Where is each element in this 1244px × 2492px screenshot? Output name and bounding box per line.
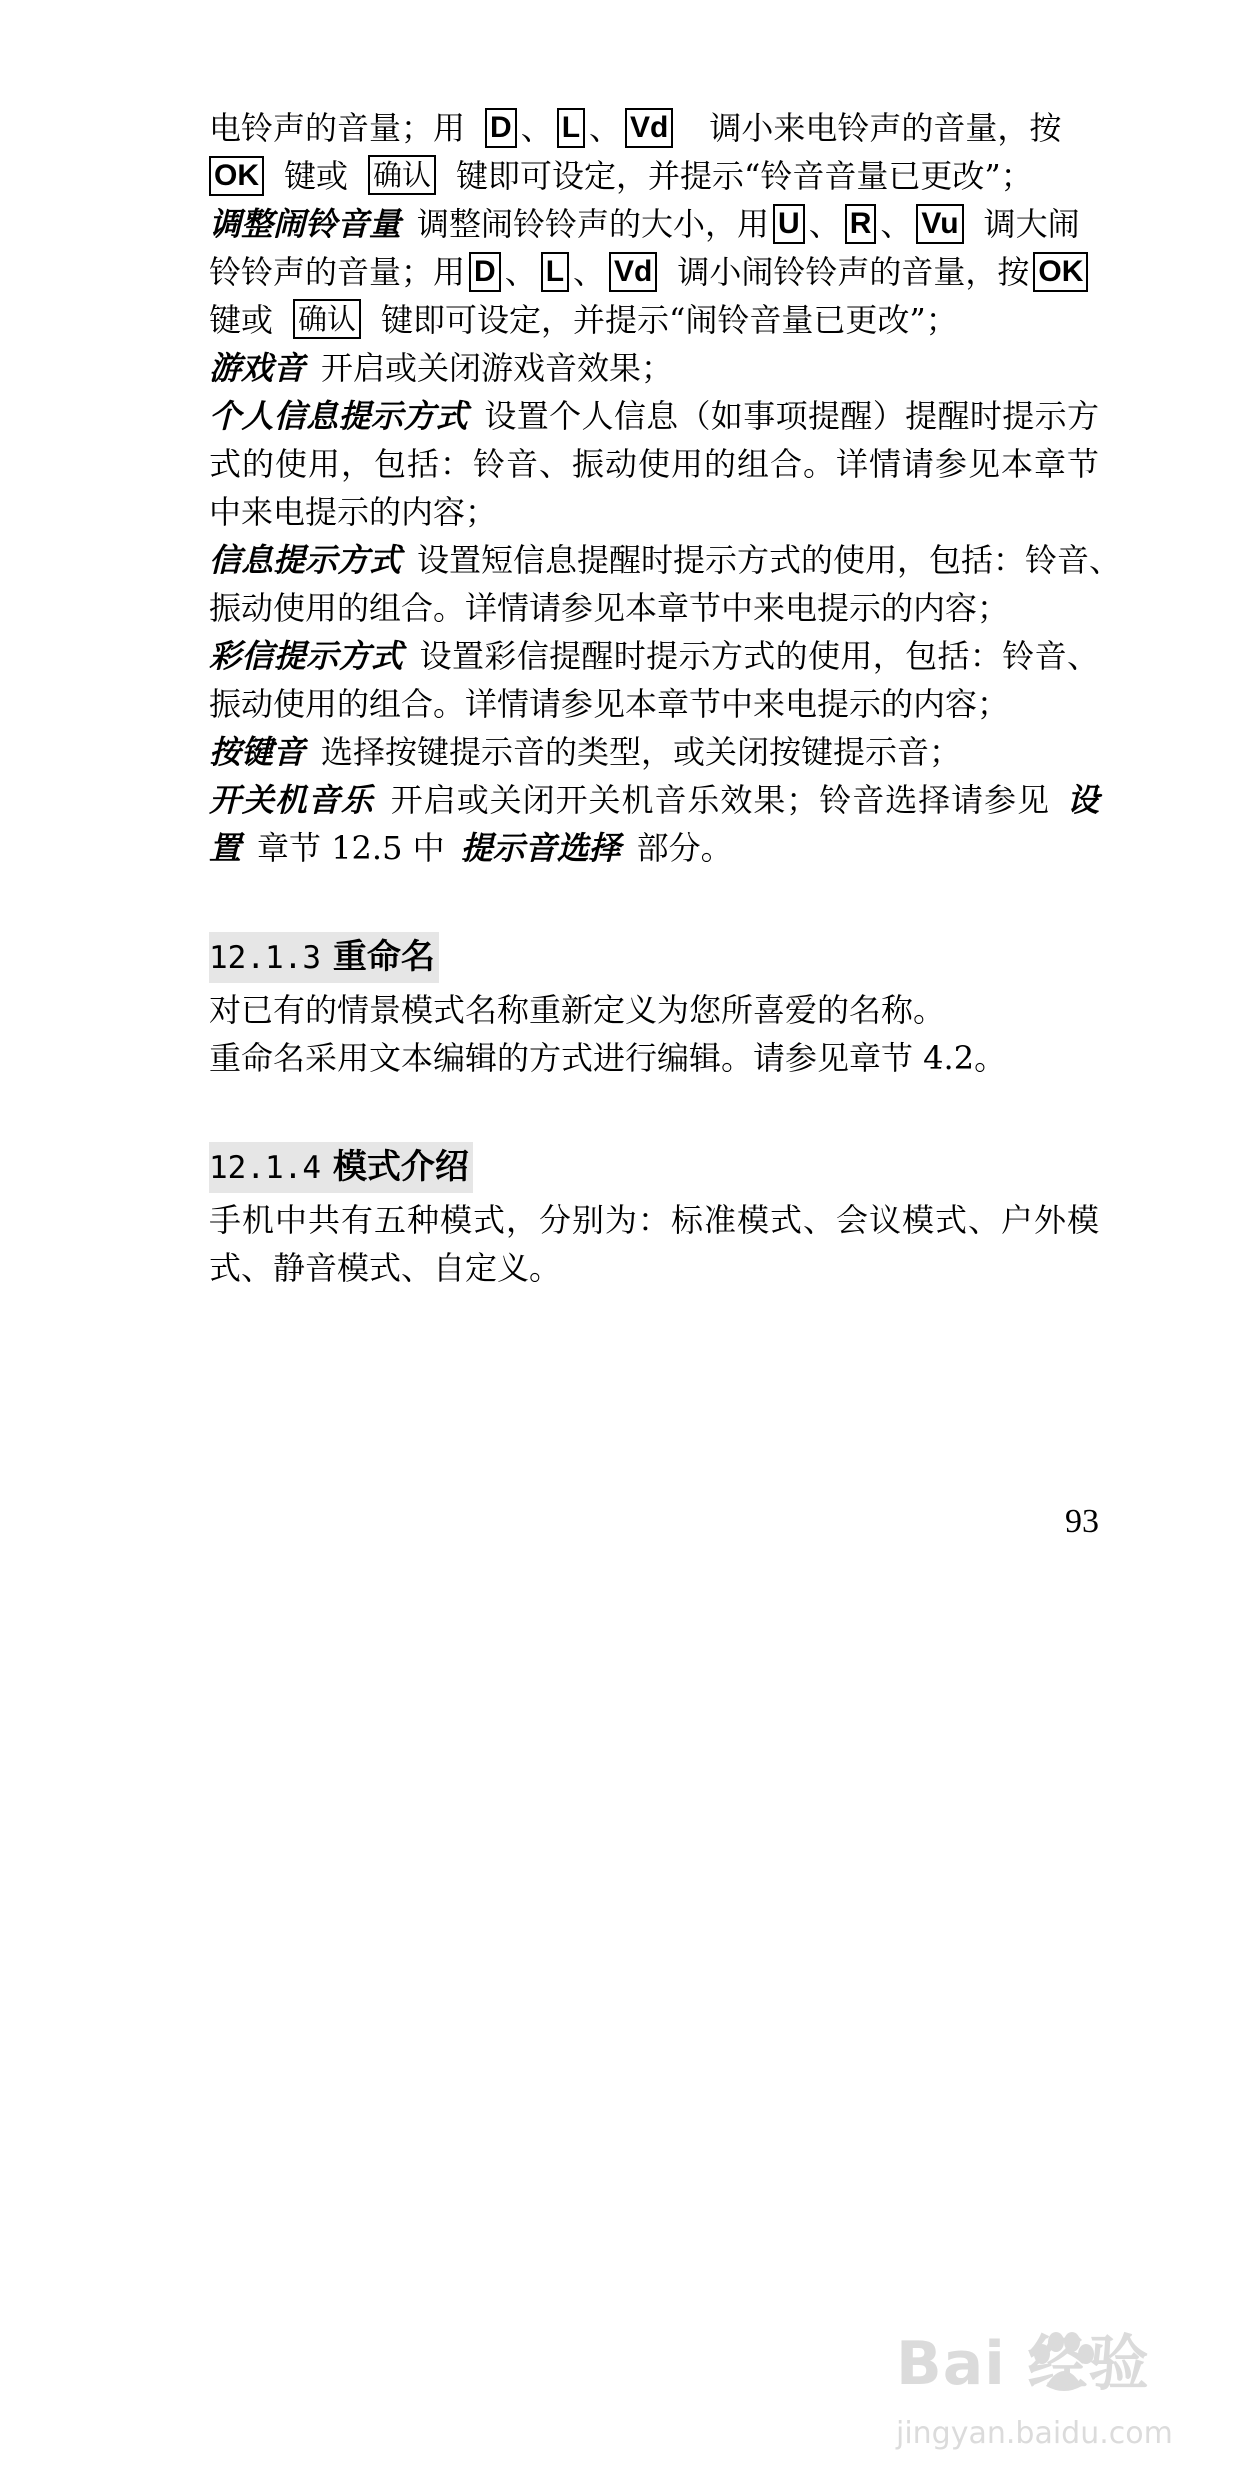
term-message-alert: 信息提示方式 xyxy=(209,541,402,579)
body-line-4 xyxy=(209,248,1099,296)
section-heading-rename-block xyxy=(209,932,1099,986)
document-page xyxy=(209,104,1122,1292)
body-line-2 xyxy=(209,152,1099,200)
rename-paragraph-1 xyxy=(209,986,1099,1034)
text-segment: 调大闹 xyxy=(983,205,1080,243)
section-number: 12.1.4 xyxy=(209,1150,321,1186)
key-d: D xyxy=(485,108,517,148)
body-line-11 xyxy=(209,584,1099,632)
watermark-brand: Bai 经验 xyxy=(896,2329,1150,2399)
text-segment: 振动使用的组合。详情请参见本章节中来电提示的内容； xyxy=(209,685,1010,723)
key-ok: OK xyxy=(1033,252,1088,292)
text-segment: 中来电提示的内容； xyxy=(209,493,498,531)
body-line-9 xyxy=(209,488,1099,536)
body-line-16 xyxy=(209,824,1099,872)
key-ok: OK xyxy=(209,156,264,196)
text-segment: 键即可设定，并提示“铃音音量已更改”； xyxy=(456,157,1033,195)
watermark-url: jingyan.baidu.com xyxy=(896,2416,1173,2451)
text-segment: 振动使用的组合。详情请参见本章节中来电提示的内容； xyxy=(209,589,1010,627)
body-line-14 xyxy=(209,728,1099,776)
text-segment: 电铃声的音量；用 xyxy=(209,109,466,147)
text-segment: 键或 xyxy=(209,301,274,339)
text-segment: 式的使用，包括：铃音、振动使用的组合。详情请参见本章节 xyxy=(209,445,1099,483)
term-mms-alert: 彩信提示方式 xyxy=(209,637,404,675)
key-confirm: 确认 xyxy=(293,299,361,339)
text-segment: 设置短信息提醒时提示方式的使用，包括：铃音、 xyxy=(417,541,1122,579)
text-segment: 、 xyxy=(573,253,606,291)
baidu-jingyan-watermark xyxy=(896,2324,1216,2464)
text-segment: 、 xyxy=(589,109,622,147)
section-heading-rename xyxy=(209,932,439,983)
key-vu: Vu xyxy=(916,204,963,244)
text-segment: 章节 12.5 中 xyxy=(257,829,445,867)
modes-paragraph-1 xyxy=(209,1196,1099,1244)
key-l: L xyxy=(541,252,569,292)
text-segment: 式、静音模式、自定义。 xyxy=(209,1249,562,1287)
body-line-15 xyxy=(209,776,1099,824)
text-segment: 、 xyxy=(880,205,913,243)
text-segment: 、 xyxy=(520,109,553,147)
text-segment: 键或 xyxy=(284,157,349,195)
section-title: 模式介绍 xyxy=(332,1147,469,1187)
text-segment: 开启或关闭游戏音效果； xyxy=(321,349,674,387)
body-line-5 xyxy=(209,296,1099,344)
body-line-3 xyxy=(209,200,1099,248)
text-segment: 调小来电铃声的音量，按 xyxy=(709,109,1062,147)
text-segment: 铃铃声的音量；用 xyxy=(209,253,466,291)
body-line-10 xyxy=(209,536,1122,584)
text-segment: 部分。 xyxy=(636,829,733,867)
section-heading-modes xyxy=(209,1142,473,1193)
term-alarm-volume: 调整闹铃音量 xyxy=(209,205,402,243)
key-d: D xyxy=(469,252,501,292)
term-settings-part: 置 xyxy=(209,829,242,867)
text-segment: 、 xyxy=(504,253,537,291)
body-line-1 xyxy=(209,104,1099,152)
key-vd: Vd xyxy=(625,108,673,148)
term-key-tone: 按键音 xyxy=(209,733,306,771)
key-confirm: 确认 xyxy=(368,155,436,195)
section-number: 12.1.3 xyxy=(209,940,321,976)
modes-paragraph-2 xyxy=(209,1244,1099,1292)
text-segment: 手机中共有五种模式，分别为：标准模式、会议模式、户外模 xyxy=(209,1201,1099,1239)
body-line-12 xyxy=(209,632,1099,680)
page-number: 93 xyxy=(1065,1503,1099,1540)
body-line-13 xyxy=(209,680,1099,728)
key-l: L xyxy=(557,108,585,148)
key-u: U xyxy=(773,204,805,244)
term-game-sound: 游戏音 xyxy=(209,349,306,387)
key-vd: Vd xyxy=(609,252,657,292)
rename-paragraph-2 xyxy=(209,1034,1099,1082)
text-segment: 调整闹铃铃声的大小，用 xyxy=(417,205,770,243)
term-tone-selection: 提示音选择 xyxy=(460,829,621,867)
text-segment: 、 xyxy=(808,205,841,243)
text-segment: 键即可设定，并提示“闹铃音量已更改”； xyxy=(381,301,958,339)
term-power-music: 开关机音乐 xyxy=(209,781,374,819)
text-segment: 重命名采用文本编辑的方式进行编辑。请参见章节 4.2。 xyxy=(209,1039,1007,1077)
text-segment: 设置个人信息（如事项提醒）提醒时提示方 xyxy=(483,397,1099,435)
text-segment: 选择按键提示音的类型，或关闭按键提示音； xyxy=(321,733,962,771)
term-settings-part: 设 xyxy=(1066,781,1099,819)
text-segment: 设置彩信提醒时提示方式的使用，包括：铃音、 xyxy=(419,637,1099,675)
text-segment: 开启或关闭开关机音乐效果；铃音选择请参见 xyxy=(389,781,1050,819)
section-title: 重命名 xyxy=(332,937,435,977)
body-line-7 xyxy=(209,392,1099,440)
term-personal-info-alert: 个人信息提示方式 xyxy=(209,397,468,435)
body-line-8 xyxy=(209,440,1099,488)
paw-icon xyxy=(1028,2330,1098,2400)
text-segment: 对已有的情景模式名称重新定义为您所喜爱的名称。 xyxy=(209,991,946,1029)
body-line-6 xyxy=(209,344,1099,392)
text-segment: 调小闹铃铃声的音量，按 xyxy=(677,253,1030,291)
key-r: R xyxy=(845,204,877,244)
section-heading-modes-block xyxy=(209,1142,1099,1196)
